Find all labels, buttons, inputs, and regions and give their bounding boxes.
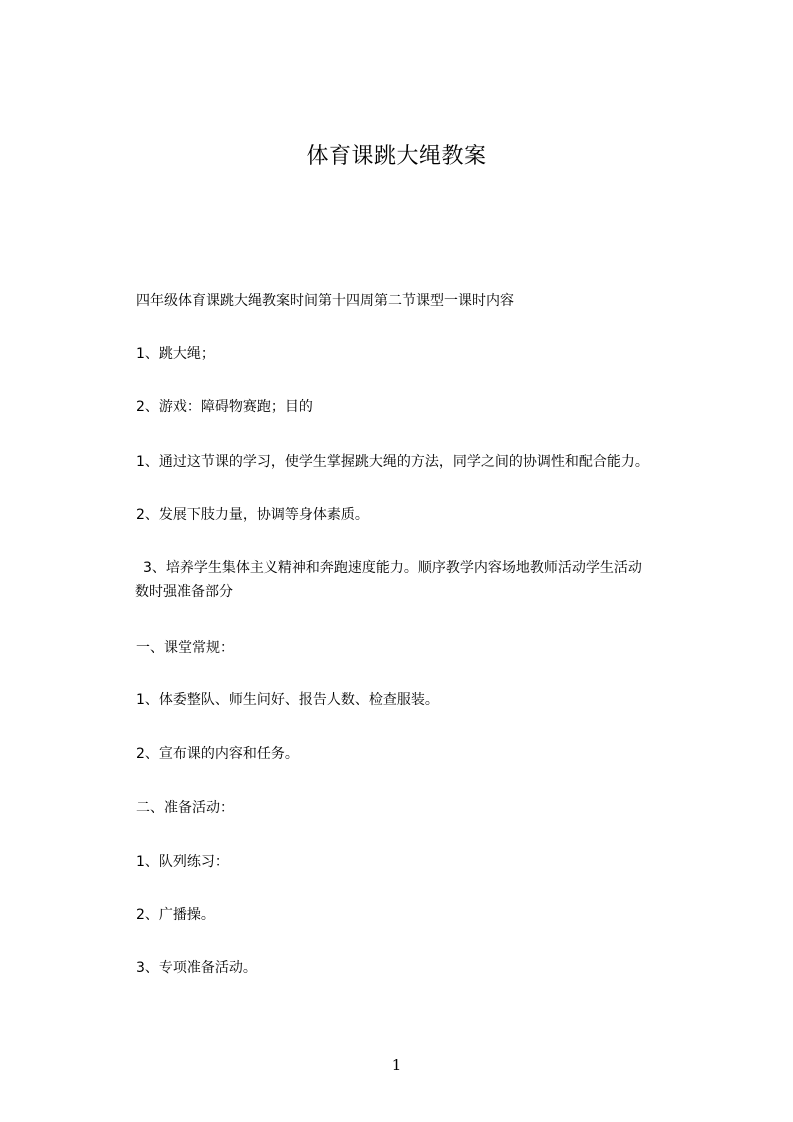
paragraph: 二、准备活动： xyxy=(136,800,234,816)
paragraph: 3、培养学生集体主义精神和奔跑速度能力。顺序教学内容场地教师活动学生活动 xyxy=(143,560,642,576)
paragraph: 2、广播操。 xyxy=(136,907,215,923)
paragraph: 2、发展下肢力量，协调等身体素质。 xyxy=(136,507,369,523)
page-number: 1 xyxy=(391,1056,402,1074)
paragraph: 四年级体育课跳大绳教案时间第十四周第二节课型一课时内容 xyxy=(136,293,514,309)
paragraph: 2、游戏：障碍物赛跑；目的 xyxy=(136,399,313,415)
paragraph-continuation: 数时强准备部分 xyxy=(135,584,233,600)
paragraph: 3、专项准备活动。 xyxy=(136,960,257,976)
document-title: 体育课跳大绳教案 xyxy=(306,144,487,169)
paragraph: 1、体委整队、师生问好、报告人数、检查服装。 xyxy=(136,692,439,708)
paragraph: 1、跳大绳； xyxy=(136,346,215,362)
paragraph: 1、通过这节课的学习，使学生掌握跳大绳的方法，同学之间的协调性和配合能力。 xyxy=(136,454,649,470)
paragraph: 2、宣布课的内容和任务。 xyxy=(136,746,299,762)
paragraph: 一、课堂常规： xyxy=(136,640,234,656)
paragraph: 1、队列练习： xyxy=(136,854,229,870)
